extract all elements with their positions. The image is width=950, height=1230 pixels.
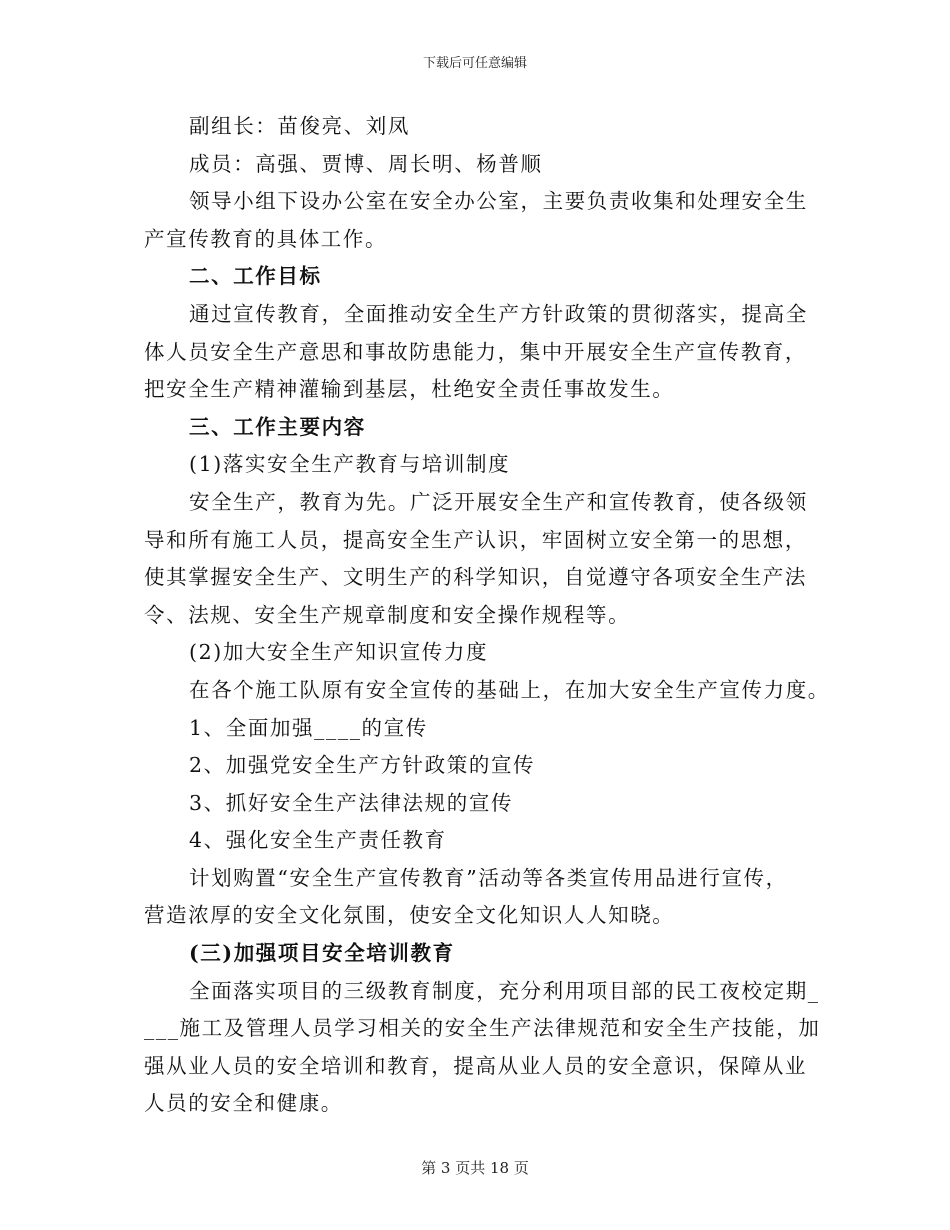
body-text-line: 人员的安全和健康。 <box>144 1091 343 1116</box>
body-text-line: 通过宣传教育，全面推动安全生产方针政策的贯彻落实，提高全 <box>189 301 808 326</box>
body-text-line: 营造浓厚的安全文化氛围，使安全文化知识人人知晓。 <box>144 903 675 928</box>
body-text-line: 4、强化安全生产责任教育 <box>189 828 447 853</box>
section-heading: 三、工作主要内容 <box>189 414 366 439</box>
section-heading: 二、工作目标 <box>189 264 322 289</box>
body-text-line: (1)落实安全生产教育与培训制度 <box>189 452 511 477</box>
body-text-line: 2、加强党安全生产方针政策的宣传 <box>189 753 536 778</box>
body-text-line: 在各个施工队原有安全宣传的基础上，在加大安全生产宣传力度。 <box>189 677 830 702</box>
page-header-note: 下载后可任意编辑 <box>422 56 527 71</box>
body-text-line: 领导小组下设办公室在安全办公室，主要负责收集和处理安全生 <box>189 189 808 214</box>
page-number-footer: 第 3 页共 18 页 <box>421 1159 529 1177</box>
body-text-line: ___施工及管理人员学习相关的安全生产法律规范和安全生产技能，加 <box>144 1016 821 1041</box>
body-text-line: 3、抓好安全生产法律法规的宣传 <box>189 790 514 815</box>
body-text-line: 副组长：苗俊亮、刘凤 <box>189 114 410 138</box>
body-text-line: (2)加大安全生产知识宣传力度 <box>189 640 489 665</box>
body-text-line: 全面落实项目的三级教育制度，充分利用项目部的民工夜校定期_ <box>189 978 820 1003</box>
body-text-line: 强从业人员的安全培训和教育，提高从业人员的安全意识，保障从业 <box>144 1053 807 1078</box>
body-text-line: 把安全生产精神灌输到基层，杜绝安全责任事故发生。 <box>144 377 675 402</box>
body-text-line: 导和所有施工人员，提高安全生产认识，牢固树立安全第一的思想， <box>144 527 807 552</box>
section-heading: (三)加强项目安全培训教育 <box>189 941 455 966</box>
body-text-line: 安全生产，教育为先。广泛开展安全生产和宣传教育，使各级领 <box>189 489 808 514</box>
document-body <box>144 108 830 1123</box>
body-text-line: 1、全面加强____的宣传 <box>189 715 428 740</box>
body-text-line: 成员：高强、贾博、周长明、杨普顺 <box>189 151 543 176</box>
body-text-line: 计划购置“安全生产宣传教育”活动等各类宣传用品进行宣传， <box>189 865 788 890</box>
body-text-line: 令、法规、安全生产规章制度和安全操作规程等。 <box>144 602 631 627</box>
body-text-line: 使其掌握安全生产、文明生产的科学知识，自觉遵守各项安全生产法 <box>144 565 807 590</box>
body-text-line: 体人员安全生产意思和事故防患能力，集中开展安全生产宣传教育， <box>144 339 807 364</box>
body-text-line: 产宣传教育的具体工作。 <box>144 226 388 251</box>
